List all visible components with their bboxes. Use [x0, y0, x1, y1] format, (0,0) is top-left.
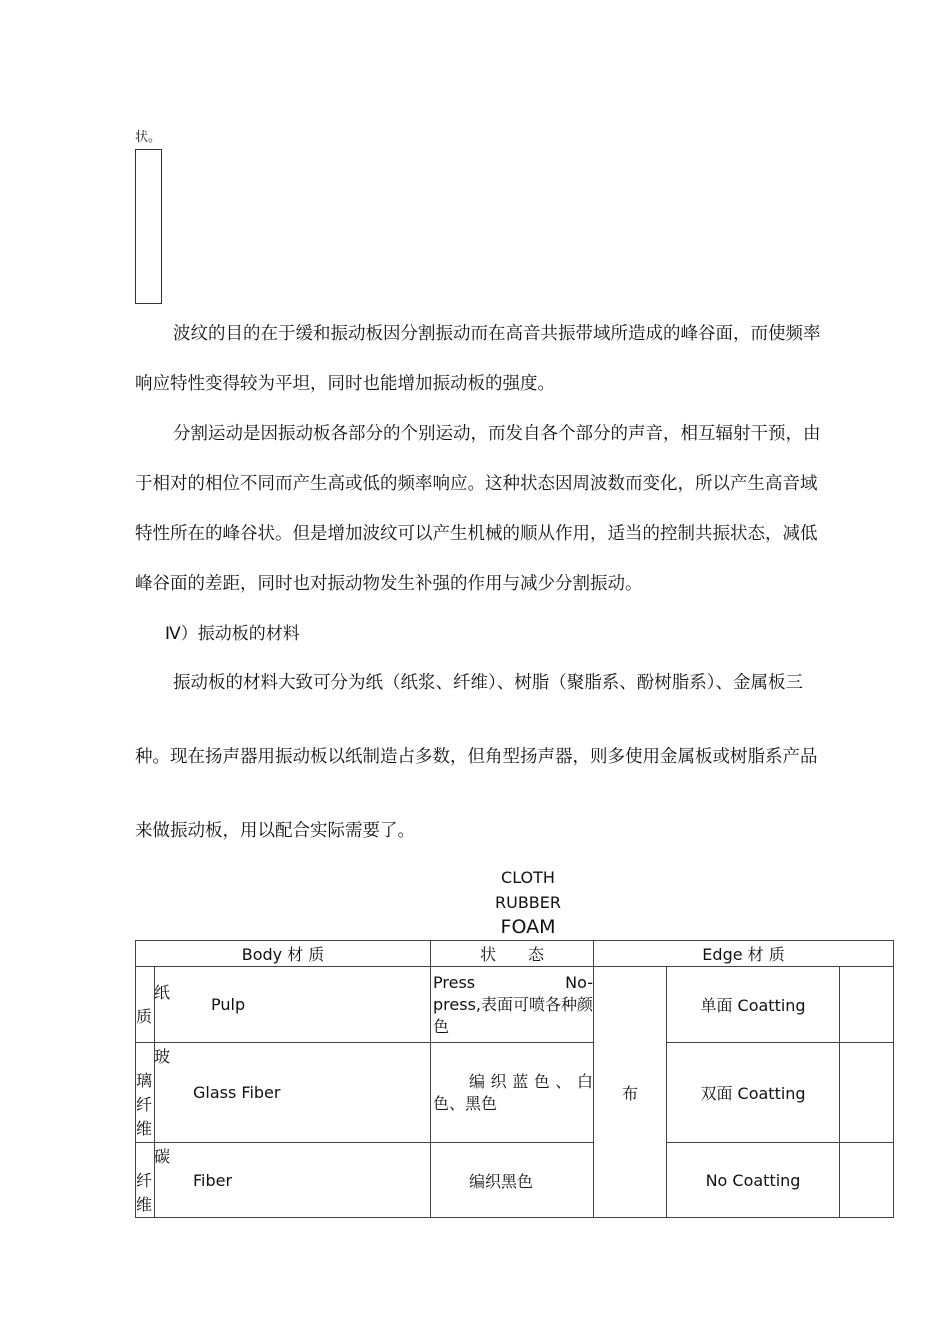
edge-blank-cell [840, 1143, 894, 1218]
body-category [136, 1043, 171, 1143]
edge-blank-cell [840, 967, 894, 1043]
category-char: 璃 [136, 1071, 153, 1090]
overlay-label-foam: FOAM [500, 916, 556, 938]
body-material [155, 1143, 431, 1218]
section-heading: Ⅳ）振动板的材料 [165, 624, 300, 644]
body-material [155, 967, 431, 1043]
body-material-text: Fiber [193, 1170, 233, 1190]
state-text: 编织黑色 [469, 1171, 534, 1191]
body-material [155, 1043, 431, 1143]
category-char: 纤 [136, 1171, 153, 1190]
header-edge-material: Edge 材 质 [594, 941, 894, 967]
materials-table [135, 940, 894, 1218]
paragraph-line: 种。现在扬声器用振动板以纸制造占多数，但角型扬声器，则多使用金属板或树脂系产品 [135, 747, 818, 767]
header-state: 状 态 [431, 941, 594, 967]
table-row [136, 967, 894, 1043]
paragraph-line: 分割运动是因振动板各部分的个别运动，而发自各个部分的声音，相互辐射干预，由 [173, 424, 821, 444]
fragment-text: 状。 [135, 130, 162, 145]
paragraph-line: 于相对的相位不同而产生高或低的频率响应。这种状态因周波数而变化，所以产生高音域 [135, 474, 818, 494]
state-cell [431, 1143, 594, 1218]
paragraph-line: 波纹的目的在于缓和振动板因分割振动而在高音共振带域所造成的峰谷面，而使频率 [173, 324, 821, 344]
edge-material: No Coatting [667, 1143, 840, 1218]
body-category [136, 1143, 171, 1218]
body-material-text: Glass Fiber [193, 1083, 281, 1102]
paragraph-line: 振动板的材料大致可分为纸（纸浆、纤维）、树脂（聚脂系、酚树脂系）、金属板三 [173, 673, 803, 693]
overlay-label-cloth: CLOTH [501, 868, 555, 887]
category-char: 维 [136, 1195, 153, 1214]
edge-material: 单面 Coatting [667, 967, 840, 1043]
table-header-row [136, 941, 894, 967]
paragraph-line: 峰谷面的差距，同时也对振动物发生补强的作用与减少分割振动。 [135, 574, 643, 594]
category-char: 质 [136, 1007, 153, 1026]
state-text: 编 织 蓝 色 、 白色、黑色 [433, 1071, 594, 1113]
edge-material: 双面 Coatting [667, 1043, 840, 1143]
paragraph-line: 特性所在的峰谷状。但是增加波纹可以产生机械的顺从作用，适当的控制共振状态，减低 [135, 524, 818, 544]
paragraph-line: 响应特性变得较为平坦，同时也能增加振动板的强度。 [135, 374, 555, 394]
body-material-text: Pulp [211, 995, 246, 1014]
edge-category: 布 [594, 967, 667, 1218]
edge-blank-cell [840, 1043, 894, 1143]
category-char: 玻 [154, 1047, 171, 1066]
state-cell: Press No-press,表面可喷各种颜色 [431, 967, 594, 1043]
paragraph-line: 来做振动板，用以配合实际需要了。 [135, 821, 415, 841]
category-char: 纤 [136, 1095, 153, 1114]
table-row [136, 1143, 894, 1218]
empty-frame [135, 149, 162, 304]
state-cell [431, 1043, 594, 1143]
body-category [136, 967, 171, 1043]
table-row [136, 1043, 894, 1143]
header-body-material: Body 材 质 [136, 941, 431, 967]
category-char: 维 [136, 1119, 153, 1138]
category-char: 纸 [154, 983, 171, 1002]
overlay-label-rubber: RUBBER [494, 893, 561, 912]
category-char: 碳 [154, 1147, 171, 1166]
